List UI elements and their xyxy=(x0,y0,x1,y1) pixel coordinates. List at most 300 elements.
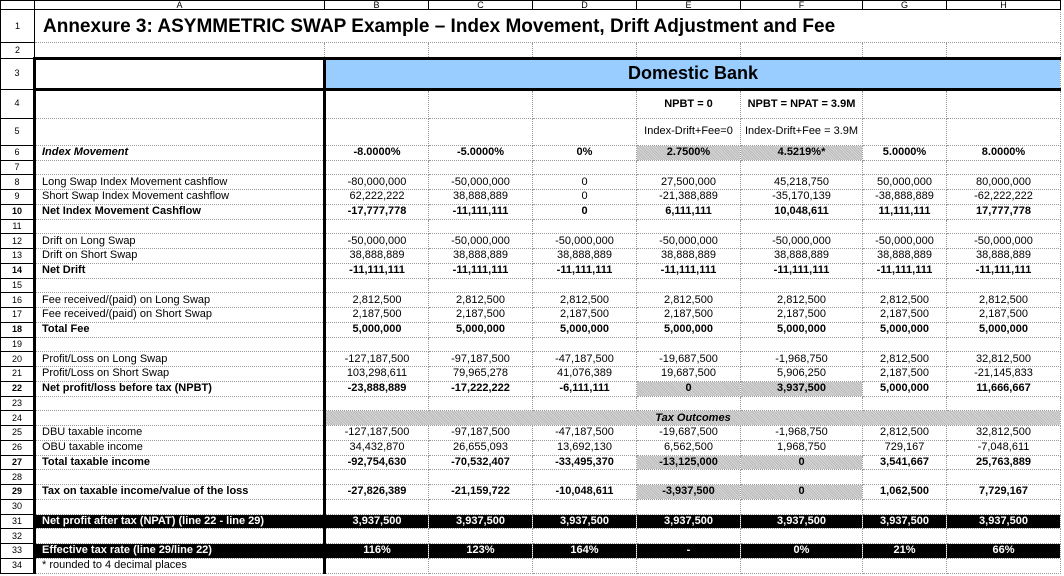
cell[interactable] xyxy=(863,43,947,59)
cell[interactable]: 13,692,130 xyxy=(533,440,637,455)
row-header[interactable]: 25 xyxy=(1,426,35,441)
cell[interactable]: 3,937,500 xyxy=(325,514,429,529)
cell[interactable]: 11,111,111 xyxy=(863,204,947,219)
cell[interactable]: 3,937,500 xyxy=(863,514,947,529)
row-header[interactable]: 24 xyxy=(1,411,35,426)
row-label[interactable]: Net Index Movement Cashflow xyxy=(35,204,325,219)
cell[interactable]: 7,729,167 xyxy=(947,485,1061,500)
cell[interactable] xyxy=(325,499,429,514)
row-header[interactable]: 15 xyxy=(1,278,35,293)
scenario-header[interactable]: NPBT = 0 xyxy=(637,89,741,118)
cell[interactable]: 4.5219%* xyxy=(741,145,863,160)
cell[interactable]: 2,812,500 xyxy=(741,293,863,308)
row-label[interactable]: Net profit/loss before tax (NPBT) xyxy=(35,381,325,396)
cell[interactable]: -10,048,611 xyxy=(533,485,637,500)
cell[interactable] xyxy=(637,558,741,573)
row-header[interactable]: 19 xyxy=(1,337,35,352)
cell[interactable] xyxy=(637,278,741,293)
cell[interactable]: 3,541,667 xyxy=(863,455,947,470)
row-header[interactable]: 14 xyxy=(1,263,35,278)
cell[interactable]: 17,777,778 xyxy=(947,204,1061,219)
cell[interactable]: -38,888,889 xyxy=(863,190,947,205)
scenario-subheader[interactable]: Index-Drift+Fee = 3.9M xyxy=(741,118,863,145)
cell[interactable]: 2,812,500 xyxy=(325,293,429,308)
scenario-subheader[interactable]: Index-Drift+Fee=0 xyxy=(637,118,741,145)
cell[interactable]: 5,000,000 xyxy=(863,381,947,396)
cell[interactable] xyxy=(947,558,1061,573)
cell[interactable]: 25,763,889 xyxy=(947,455,1061,470)
cell[interactable]: 164% xyxy=(533,544,637,559)
row-label[interactable]: Effective tax rate (line 29/line 22) xyxy=(35,544,325,559)
cell[interactable] xyxy=(947,43,1061,59)
cell[interactable] xyxy=(863,337,947,352)
row-header[interactable]: 11 xyxy=(1,219,35,234)
row-header[interactable]: 33 xyxy=(1,544,35,559)
row-label[interactable]: Drift on Long Swap xyxy=(35,234,325,249)
cell[interactable]: 5.0000% xyxy=(863,145,947,160)
column-header[interactable]: E xyxy=(637,1,741,10)
select-all-corner[interactable] xyxy=(1,1,35,10)
cell[interactable]: 2,812,500 xyxy=(863,426,947,441)
cell[interactable]: 26,655,093 xyxy=(429,440,533,455)
cell[interactable]: 2,187,500 xyxy=(533,308,637,323)
cell[interactable]: -6,111,111 xyxy=(533,381,637,396)
cell[interactable] xyxy=(863,529,947,544)
cell[interactable] xyxy=(741,160,863,175)
row-label[interactable]: Short Swap Index Movement cashflow xyxy=(35,190,325,205)
cell[interactable]: 1,968,750 xyxy=(741,440,863,455)
cell[interactable]: -23,888,889 xyxy=(325,381,429,396)
cell[interactable]: 6,111,111 xyxy=(637,204,741,219)
row-header[interactable]: 9 xyxy=(1,190,35,205)
table-row xyxy=(1,219,1061,234)
cell[interactable]: 3,937,500 xyxy=(637,514,741,529)
row-header[interactable]: 4 xyxy=(1,89,35,118)
cell[interactable]: 3,937,500 xyxy=(533,514,637,529)
cell[interactable]: 2,187,500 xyxy=(863,367,947,382)
tax-outcomes-header[interactable]: Tax Outcomes xyxy=(325,411,1061,426)
row-header[interactable]: 23 xyxy=(1,396,35,411)
cell[interactable]: -11,111,111 xyxy=(741,263,863,278)
cell[interactable]: 6,562,500 xyxy=(637,440,741,455)
row-label[interactable]: Tax on taxable income/value of the loss xyxy=(35,485,325,500)
cell[interactable]: 5,000,000 xyxy=(637,322,741,337)
cell[interactable]: -33,495,370 xyxy=(533,455,637,470)
cell[interactable] xyxy=(35,58,325,89)
cell[interactable]: 0% xyxy=(741,544,863,559)
cell[interactable]: 0 xyxy=(741,485,863,500)
cell[interactable] xyxy=(429,278,533,293)
cell[interactable] xyxy=(35,118,325,145)
column-header[interactable]: D xyxy=(533,1,637,10)
cell[interactable] xyxy=(429,337,533,352)
cell[interactable]: -11,111,111 xyxy=(429,204,533,219)
cell[interactable]: -17,777,778 xyxy=(325,204,429,219)
row-label[interactable]: Profit/Loss on Long Swap xyxy=(35,352,325,367)
row-label[interactable] xyxy=(35,470,325,485)
row-header[interactable]: 18 xyxy=(1,322,35,337)
cell[interactable]: 32,812,500 xyxy=(947,426,1061,441)
cell[interactable]: 2,812,500 xyxy=(863,293,947,308)
cell[interactable] xyxy=(947,337,1061,352)
cell[interactable]: 19,687,500 xyxy=(637,367,741,382)
row-label[interactable]: Index Movement xyxy=(35,145,325,160)
cell[interactable]: 2,812,500 xyxy=(863,352,947,367)
cell[interactable]: -21,145,833 xyxy=(947,367,1061,382)
row-header[interactable]: 12 xyxy=(1,234,35,249)
row-label[interactable]: Total Fee xyxy=(35,322,325,337)
cell[interactable]: -21,388,889 xyxy=(637,190,741,205)
cell[interactable]: 38,888,889 xyxy=(533,249,637,264)
cell[interactable]: 2,187,500 xyxy=(863,308,947,323)
cell[interactable] xyxy=(533,396,637,411)
cell[interactable]: -11,111,111 xyxy=(863,263,947,278)
cell[interactable] xyxy=(533,529,637,544)
cell[interactable]: -80,000,000 xyxy=(325,175,429,190)
cell[interactable]: 1,062,500 xyxy=(863,485,947,500)
cell[interactable]: 0 xyxy=(533,190,637,205)
cell[interactable] xyxy=(637,396,741,411)
scenario-header[interactable] xyxy=(325,89,429,118)
row-header[interactable]: 34 xyxy=(1,558,35,573)
cell[interactable] xyxy=(429,529,533,544)
cell[interactable]: 2,187,500 xyxy=(429,308,533,323)
cell[interactable] xyxy=(741,219,863,234)
row-header[interactable]: 10 xyxy=(1,204,35,219)
cell[interactable]: 38,888,889 xyxy=(741,249,863,264)
scenario-subheader[interactable] xyxy=(429,118,533,145)
cell[interactable]: 38,888,889 xyxy=(429,190,533,205)
cell[interactable]: -127,187,500 xyxy=(325,352,429,367)
cell[interactable]: 50,000,000 xyxy=(863,175,947,190)
cell[interactable]: 5,000,000 xyxy=(947,322,1061,337)
cell[interactable]: -50,000,000 xyxy=(741,234,863,249)
cell[interactable] xyxy=(637,219,741,234)
column-header[interactable]: G xyxy=(863,1,947,10)
cell[interactable]: 2,812,500 xyxy=(429,293,533,308)
cell[interactable]: 116% xyxy=(325,544,429,559)
cell[interactable] xyxy=(947,529,1061,544)
cell[interactable]: 41,076,389 xyxy=(533,367,637,382)
scenario-subheader[interactable] xyxy=(947,118,1061,145)
cell[interactable]: 8.0000% xyxy=(947,145,1061,160)
row-label[interactable]: Fee received/(paid) on Long Swap xyxy=(35,293,325,308)
cell[interactable] xyxy=(637,499,741,514)
cell[interactable]: -5.0000% xyxy=(429,145,533,160)
cell[interactable]: -97,187,500 xyxy=(429,352,533,367)
cell[interactable] xyxy=(533,160,637,175)
cell[interactable] xyxy=(429,558,533,573)
row-label[interactable] xyxy=(35,411,325,426)
cell[interactable]: 3,937,500 xyxy=(741,514,863,529)
cell[interactable] xyxy=(741,529,863,544)
cell[interactable] xyxy=(325,278,429,293)
cell[interactable]: 123% xyxy=(429,544,533,559)
row-header[interactable]: 28 xyxy=(1,470,35,485)
cell[interactable] xyxy=(429,219,533,234)
cell[interactable]: -127,187,500 xyxy=(325,426,429,441)
cell[interactable]: 5,000,000 xyxy=(533,322,637,337)
cell[interactable]: -19,687,500 xyxy=(637,426,741,441)
cell[interactable]: 2,187,500 xyxy=(947,308,1061,323)
table-row xyxy=(1,308,1061,323)
cell[interactable] xyxy=(637,470,741,485)
cell[interactable] xyxy=(533,499,637,514)
row-header[interactable]: 13 xyxy=(1,249,35,264)
scenario-header[interactable] xyxy=(429,89,533,118)
cell[interactable]: 38,888,889 xyxy=(325,249,429,264)
cell[interactable] xyxy=(325,529,429,544)
cell[interactable] xyxy=(741,499,863,514)
column-header[interactable]: C xyxy=(429,1,533,10)
cell[interactable]: 2,187,500 xyxy=(325,308,429,323)
row-header[interactable]: 2 xyxy=(1,43,35,59)
cell[interactable]: -1,968,750 xyxy=(741,352,863,367)
cell[interactable] xyxy=(429,160,533,175)
cell[interactable] xyxy=(533,337,637,352)
row-header[interactable]: 20 xyxy=(1,352,35,367)
cell[interactable] xyxy=(325,558,429,573)
cell[interactable]: 5,000,000 xyxy=(325,322,429,337)
row-header[interactable]: 31 xyxy=(1,514,35,529)
cell[interactable]: 2.7500% xyxy=(637,145,741,160)
cell[interactable] xyxy=(637,43,741,59)
cell[interactable] xyxy=(429,43,533,59)
cell[interactable]: 0 xyxy=(637,381,741,396)
cell[interactable]: 38,888,889 xyxy=(863,249,947,264)
cell[interactable]: -27,826,389 xyxy=(325,485,429,500)
scenario-header[interactable] xyxy=(863,89,947,118)
cell[interactable] xyxy=(863,396,947,411)
cell[interactable]: -97,187,500 xyxy=(429,426,533,441)
row-header[interactable]: 3 xyxy=(1,58,35,89)
row-label[interactable] xyxy=(35,529,325,544)
cell[interactable]: 32,812,500 xyxy=(947,352,1061,367)
cell[interactable] xyxy=(741,43,863,59)
footnote[interactable]: * rounded to 4 decimal places xyxy=(35,558,325,573)
column-header[interactable]: A xyxy=(35,1,325,10)
cell[interactable]: -35,170,139 xyxy=(741,190,863,205)
cell[interactable] xyxy=(863,278,947,293)
row-label[interactable]: DBU taxable income xyxy=(35,426,325,441)
cell[interactable] xyxy=(325,160,429,175)
row-header[interactable]: 22 xyxy=(1,381,35,396)
cell[interactable]: 0% xyxy=(533,145,637,160)
row-label[interactable] xyxy=(35,499,325,514)
cell[interactable] xyxy=(863,558,947,573)
row-header[interactable]: 8 xyxy=(1,175,35,190)
row-3 xyxy=(1,58,1061,89)
cell[interactable]: 38,888,889 xyxy=(637,249,741,264)
cell[interactable]: 2,812,500 xyxy=(947,293,1061,308)
cell[interactable]: 2,812,500 xyxy=(637,293,741,308)
cell[interactable]: -3,937,500 xyxy=(637,485,741,500)
cell[interactable]: 2,812,500 xyxy=(533,293,637,308)
cell[interactable]: 5,000,000 xyxy=(741,322,863,337)
cell[interactable]: 0 xyxy=(533,204,637,219)
row-header[interactable]: 16 xyxy=(1,293,35,308)
cell[interactable] xyxy=(325,219,429,234)
row-label[interactable]: Net profit after tax (NPAT) (line 22 - line 29) xyxy=(35,514,325,529)
cell[interactable]: 729,167 xyxy=(863,440,947,455)
cell[interactable] xyxy=(637,337,741,352)
cell[interactable]: 38,888,889 xyxy=(429,249,533,264)
cell[interactable] xyxy=(947,396,1061,411)
cell[interactable]: 62,222,222 xyxy=(325,190,429,205)
scenario-header[interactable] xyxy=(947,89,1061,118)
cell[interactable]: -11,111,111 xyxy=(429,263,533,278)
cell[interactable]: 5,906,250 xyxy=(741,367,863,382)
cell[interactable]: 66% xyxy=(947,544,1061,559)
row-label[interactable]: Net Drift xyxy=(35,263,325,278)
row-header[interactable]: 7 xyxy=(1,160,35,175)
row-header[interactable]: 17 xyxy=(1,308,35,323)
row-header[interactable]: 29 xyxy=(1,485,35,500)
cell[interactable]: - xyxy=(637,544,741,559)
cell[interactable] xyxy=(947,470,1061,485)
cell[interactable]: -19,687,500 xyxy=(637,352,741,367)
row-label[interactable] xyxy=(35,278,325,293)
cell[interactable]: 0 xyxy=(533,175,637,190)
cell[interactable] xyxy=(863,219,947,234)
cell[interactable]: -13,125,000 xyxy=(637,455,741,470)
cell[interactable]: 11,666,667 xyxy=(947,381,1061,396)
cell[interactable] xyxy=(741,396,863,411)
row-label[interactable] xyxy=(35,396,325,411)
column-header[interactable]: B xyxy=(325,1,429,10)
cell[interactable]: -11,111,111 xyxy=(533,263,637,278)
cell[interactable] xyxy=(947,219,1061,234)
cell[interactable]: 103,298,611 xyxy=(325,367,429,382)
cell[interactable]: 3,937,500 xyxy=(947,514,1061,529)
cell[interactable]: -70,532,407 xyxy=(429,455,533,470)
cell[interactable] xyxy=(533,43,637,59)
cell[interactable]: 27,500,000 xyxy=(637,175,741,190)
cell[interactable]: 0 xyxy=(741,455,863,470)
cell[interactable] xyxy=(533,278,637,293)
row-label[interactable] xyxy=(35,337,325,352)
row-label[interactable] xyxy=(35,219,325,234)
table-row xyxy=(1,470,1061,485)
cell[interactable]: -50,000,000 xyxy=(429,175,533,190)
cell[interactable]: -50,000,000 xyxy=(863,234,947,249)
cell[interactable]: -50,000,000 xyxy=(325,234,429,249)
cell[interactable] xyxy=(741,278,863,293)
row-label[interactable]: Long Swap Index Movement cashflow xyxy=(35,175,325,190)
cell[interactable]: -47,187,500 xyxy=(533,352,637,367)
cell[interactable]: -11,111,111 xyxy=(637,263,741,278)
row-label[interactable] xyxy=(35,160,325,175)
cell[interactable] xyxy=(637,529,741,544)
cell[interactable]: 2,187,500 xyxy=(637,308,741,323)
scenario-subheader[interactable] xyxy=(325,118,429,145)
column-header[interactable]: H xyxy=(947,1,1061,10)
cell[interactable] xyxy=(741,470,863,485)
cell[interactable] xyxy=(741,558,863,573)
scenario-header[interactable] xyxy=(533,89,637,118)
row-header[interactable]: 27 xyxy=(1,455,35,470)
cell[interactable] xyxy=(533,558,637,573)
cell[interactable]: 3,937,500 xyxy=(429,514,533,529)
cell[interactable]: -50,000,000 xyxy=(947,234,1061,249)
cell[interactable]: 45,218,750 xyxy=(741,175,863,190)
cell[interactable] xyxy=(429,470,533,485)
row-header[interactable]: 30 xyxy=(1,499,35,514)
cell[interactable] xyxy=(35,43,325,59)
cell[interactable] xyxy=(325,43,429,59)
cell[interactable]: 79,965,278 xyxy=(429,367,533,382)
cell[interactable]: -50,000,000 xyxy=(533,234,637,249)
domestic-bank-header[interactable]: Domestic Bank xyxy=(325,58,1061,89)
cell[interactable]: 10,048,611 xyxy=(741,204,863,219)
row-label[interactable]: Profit/Loss on Short Swap xyxy=(35,367,325,382)
cell[interactable] xyxy=(947,278,1061,293)
row-header[interactable]: 21 xyxy=(1,367,35,382)
cell[interactable] xyxy=(325,470,429,485)
row-label[interactable]: OBU taxable income xyxy=(35,440,325,455)
cell[interactable] xyxy=(325,396,429,411)
cell[interactable]: -17,222,222 xyxy=(429,381,533,396)
cell[interactable] xyxy=(863,160,947,175)
cell[interactable]: 5,000,000 xyxy=(429,322,533,337)
cell[interactable]: -21,159,722 xyxy=(429,485,533,500)
cell[interactable] xyxy=(325,337,429,352)
cell[interactable]: 5,000,000 xyxy=(863,322,947,337)
cell[interactable] xyxy=(429,396,533,411)
scenario-subheader[interactable] xyxy=(863,118,947,145)
cell[interactable]: -7,048,611 xyxy=(947,440,1061,455)
row-header[interactable]: 5 xyxy=(1,118,35,145)
cell[interactable] xyxy=(947,499,1061,514)
cell[interactable] xyxy=(637,160,741,175)
cell[interactable]: -1,968,750 xyxy=(741,426,863,441)
cell[interactable]: -50,000,000 xyxy=(637,234,741,249)
cell[interactable]: -47,187,500 xyxy=(533,426,637,441)
row-label[interactable]: Fee received/(paid) on Short Swap xyxy=(35,308,325,323)
row-header[interactable]: 26 xyxy=(1,440,35,455)
cell[interactable] xyxy=(741,337,863,352)
cell[interactable]: -92,754,630 xyxy=(325,455,429,470)
cell[interactable]: -11,111,111 xyxy=(325,263,429,278)
cell[interactable]: 34,432,870 xyxy=(325,440,429,455)
row-label[interactable]: Drift on Short Swap xyxy=(35,249,325,264)
scenario-subheader[interactable] xyxy=(533,118,637,145)
cell[interactable] xyxy=(35,89,325,118)
cell[interactable]: 3,937,500 xyxy=(741,381,863,396)
scenario-header[interactable]: NPBT = NPAT = 3.9M xyxy=(741,89,863,118)
cell[interactable]: -50,000,000 xyxy=(429,234,533,249)
sheet-title[interactable]: Annexure 3: ASYMMETRIC SWAP Example – Index Movement, Drift Adjustment and Fee xyxy=(35,10,1061,43)
cell[interactable]: -11,111,111 xyxy=(947,263,1061,278)
cell[interactable]: 2,187,500 xyxy=(741,308,863,323)
row-header[interactable]: 32 xyxy=(1,529,35,544)
cell[interactable]: 38,888,889 xyxy=(947,249,1061,264)
cell[interactable]: 80,000,000 xyxy=(947,175,1061,190)
cell[interactable] xyxy=(533,470,637,485)
cell[interactable] xyxy=(863,470,947,485)
column-header[interactable]: F xyxy=(741,1,863,10)
row-label[interactable]: Total taxable income xyxy=(35,455,325,470)
cell[interactable] xyxy=(947,160,1061,175)
cell[interactable]: 21% xyxy=(863,544,947,559)
cell[interactable] xyxy=(863,499,947,514)
row-header[interactable]: 6 xyxy=(1,145,35,160)
cell[interactable]: -62,222,222 xyxy=(947,190,1061,205)
cell[interactable]: -8.0000% xyxy=(325,145,429,160)
cell[interactable] xyxy=(429,499,533,514)
cell[interactable] xyxy=(533,219,637,234)
row-header[interactable]: 1 xyxy=(1,10,35,43)
